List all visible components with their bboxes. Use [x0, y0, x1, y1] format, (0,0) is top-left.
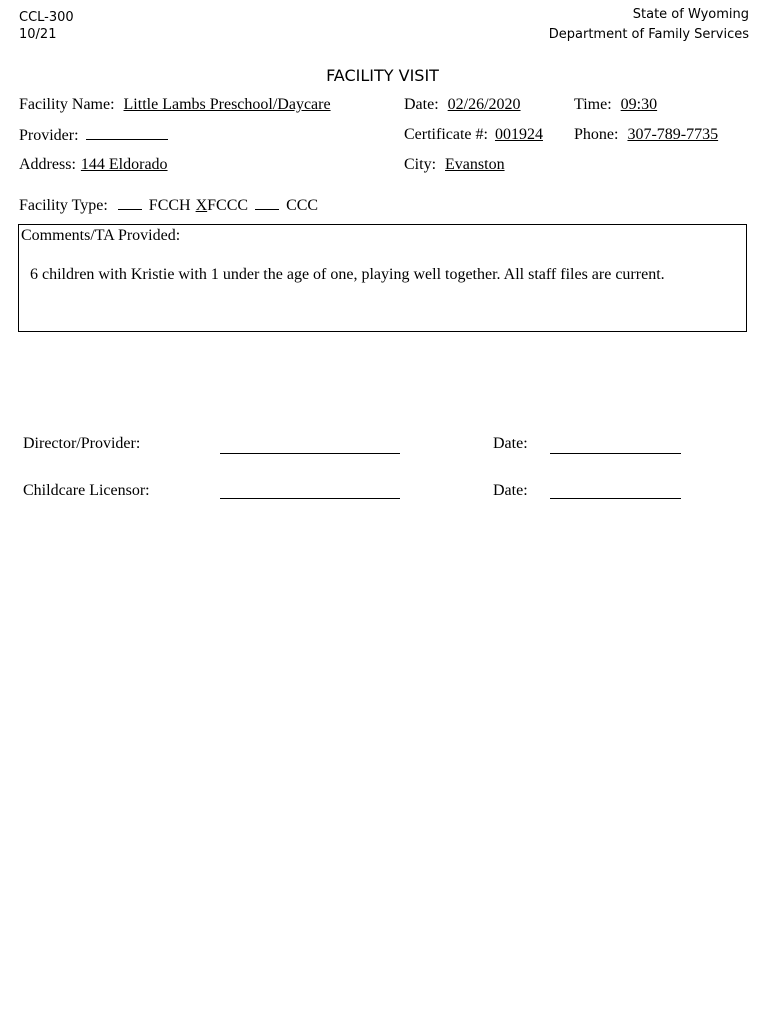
- form-revision-date: 10/21: [19, 27, 57, 42]
- provider-field: [19, 126, 168, 145]
- facility-name-field: [19, 96, 331, 114]
- time-label: Time:: [574, 96, 612, 113]
- time-value: 09:30: [620, 96, 658, 113]
- certificate-field: [404, 126, 543, 144]
- fccc-check-mark: X: [195, 197, 208, 214]
- address-label: Address:: [19, 156, 76, 173]
- provider-label: Provider:: [19, 127, 79, 144]
- date-label: Date:: [404, 96, 439, 113]
- licensor-date-label: Date:: [493, 482, 528, 499]
- phone-field: [574, 126, 718, 144]
- form-code: CCL-300: [19, 10, 74, 25]
- address-value: 144 Eldorado: [80, 156, 168, 173]
- ccc-checkbox-blank: [255, 196, 279, 210]
- facility-name-label: Facility Name:: [19, 96, 115, 113]
- fcch-checkbox-blank: [118, 196, 142, 210]
- form-code-block: [19, 9, 74, 43]
- phone-value: 307-789-7735: [627, 126, 719, 143]
- director-date-line: [550, 453, 681, 454]
- ccc-option: CCC: [286, 197, 319, 214]
- state-name: State of Wyoming: [632, 7, 749, 22]
- certificate-label: Certificate #:: [404, 126, 488, 143]
- comments-box: [18, 224, 747, 332]
- facility-name-value: Little Lambs Preschool/Daycare: [123, 96, 331, 113]
- time-field: [574, 96, 657, 114]
- comments-text: 6 children with Kristie with 1 under the age of one, playing well together. All staff files are current.: [30, 266, 665, 283]
- facility-type-label: Facility Type:: [19, 197, 108, 214]
- department-name: Department of Family Services: [548, 27, 749, 42]
- fccc-option: FCCC: [207, 197, 249, 214]
- city-value: Evanston: [445, 156, 505, 173]
- licensor-signature-line: [220, 498, 400, 499]
- provider-blank-line: [86, 126, 168, 140]
- childcare-licensor-label: Childcare Licensor:: [23, 482, 150, 499]
- director-signature-line: [220, 453, 400, 454]
- city-field: [404, 156, 505, 174]
- date-value: 02/26/2020: [447, 96, 521, 113]
- city-label: City:: [404, 156, 437, 173]
- director-provider-label: Director/Provider:: [23, 435, 141, 452]
- facility-type-field: [19, 196, 318, 215]
- fcch-option: FCCH: [148, 197, 191, 214]
- certificate-value: 001924: [494, 126, 543, 143]
- licensor-date-line: [550, 498, 681, 499]
- date-field: [404, 96, 521, 114]
- director-date-label: Date:: [493, 435, 528, 452]
- agency-block: [549, 5, 749, 45]
- comments-label: Comments/TA Provided:: [21, 227, 181, 244]
- page-title: FACILITY VISIT: [326, 66, 439, 85]
- address-field: [19, 156, 168, 174]
- phone-label: Phone:: [574, 126, 619, 143]
